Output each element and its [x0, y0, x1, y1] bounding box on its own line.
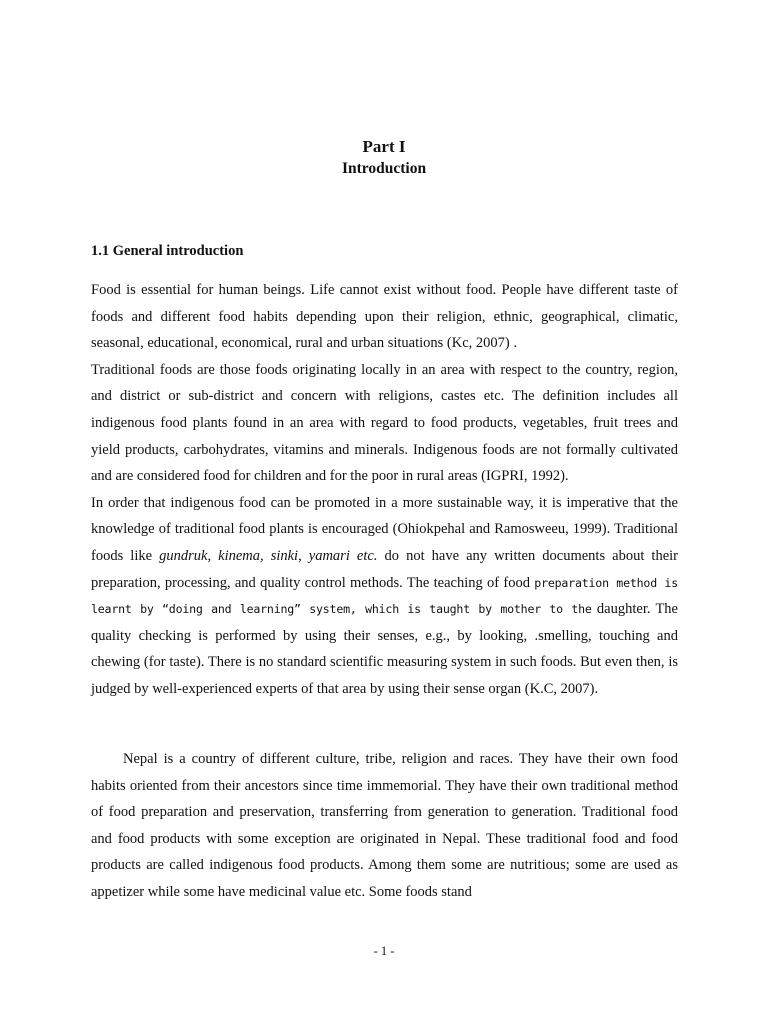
paragraph-traditional-foods: Traditional foods are those foods originating locally in an area with respect to the country, region, and district or sub-district and concern with religions, castes etc. The definition includes all indigenous food plants found in an area with regard to food products, vegetables, fruit trees and yield products, carbohydrates, vitamins and minerals. Indigenous foods are not formally cultivated and are considered food for children and for the poor in rural areas (IGPRI, 1992). — [91, 361, 678, 485]
chapter-title: Introduction — [341, 160, 427, 177]
section-heading: 1.1 General introduction — [91, 243, 244, 259]
page-number: - 1 - — [373, 944, 395, 958]
paragraph-text-mono: preparation method is learnt by “doing and learning” system, which is taught by mother to the — [91, 575, 678, 617]
body-text-block — [91, 746, 678, 906]
paragraph-nepal: Nepal is a country of different culture, tribe, religion and races. They have their own food habits oriented from their ancestors since time immemorial. They have their own traditional method of food preparation and preservation, transferring from generation to generation. Traditional food and food products with some exception are originated in Nepal. These traditional food and food products are called indigenous food products. Among them some are nutritious; some are used as appetizer while some have medicinal value etc. Some foods stand — [91, 751, 678, 900]
part-title: Part I — [362, 137, 406, 156]
italic-food-names: gundruk, kinema, sinki, yamari etc. — [159, 547, 378, 564]
paragraph-text: do not have any written documents about their preparation, processing, and quality control methods. The teaching of food — [91, 547, 679, 591]
paragraph-text: daughter. The quality checking is performed by using their senses, e.g., by looking, .smelling, touching and chewing (for taste). There is no standard scientific measuring system in such foods. But even then, is judged by well-experienced experts of that area by using their sense organ (K.C, 2007). — [91, 601, 678, 697]
body-text-block — [91, 277, 678, 703]
paragraph-indigenous-food — [91, 490, 678, 703]
paragraph-food-essential: Food is essential for human beings. Life cannot exist without food. People have different taste of foods and different food habits depending upon their religion, ethnic, geographical, climatic, seasonal, educational, economical, rural and urban situations (Kc, 2007) . — [91, 282, 678, 352]
paragraph-text: In order that indigenous food can be promoted in a more sustainable way, it is imperative that the knowledge of traditional food plants is encouraged (Ohiokpehal and Ramosweeu, 1999). Traditional foods like — [91, 494, 678, 564]
